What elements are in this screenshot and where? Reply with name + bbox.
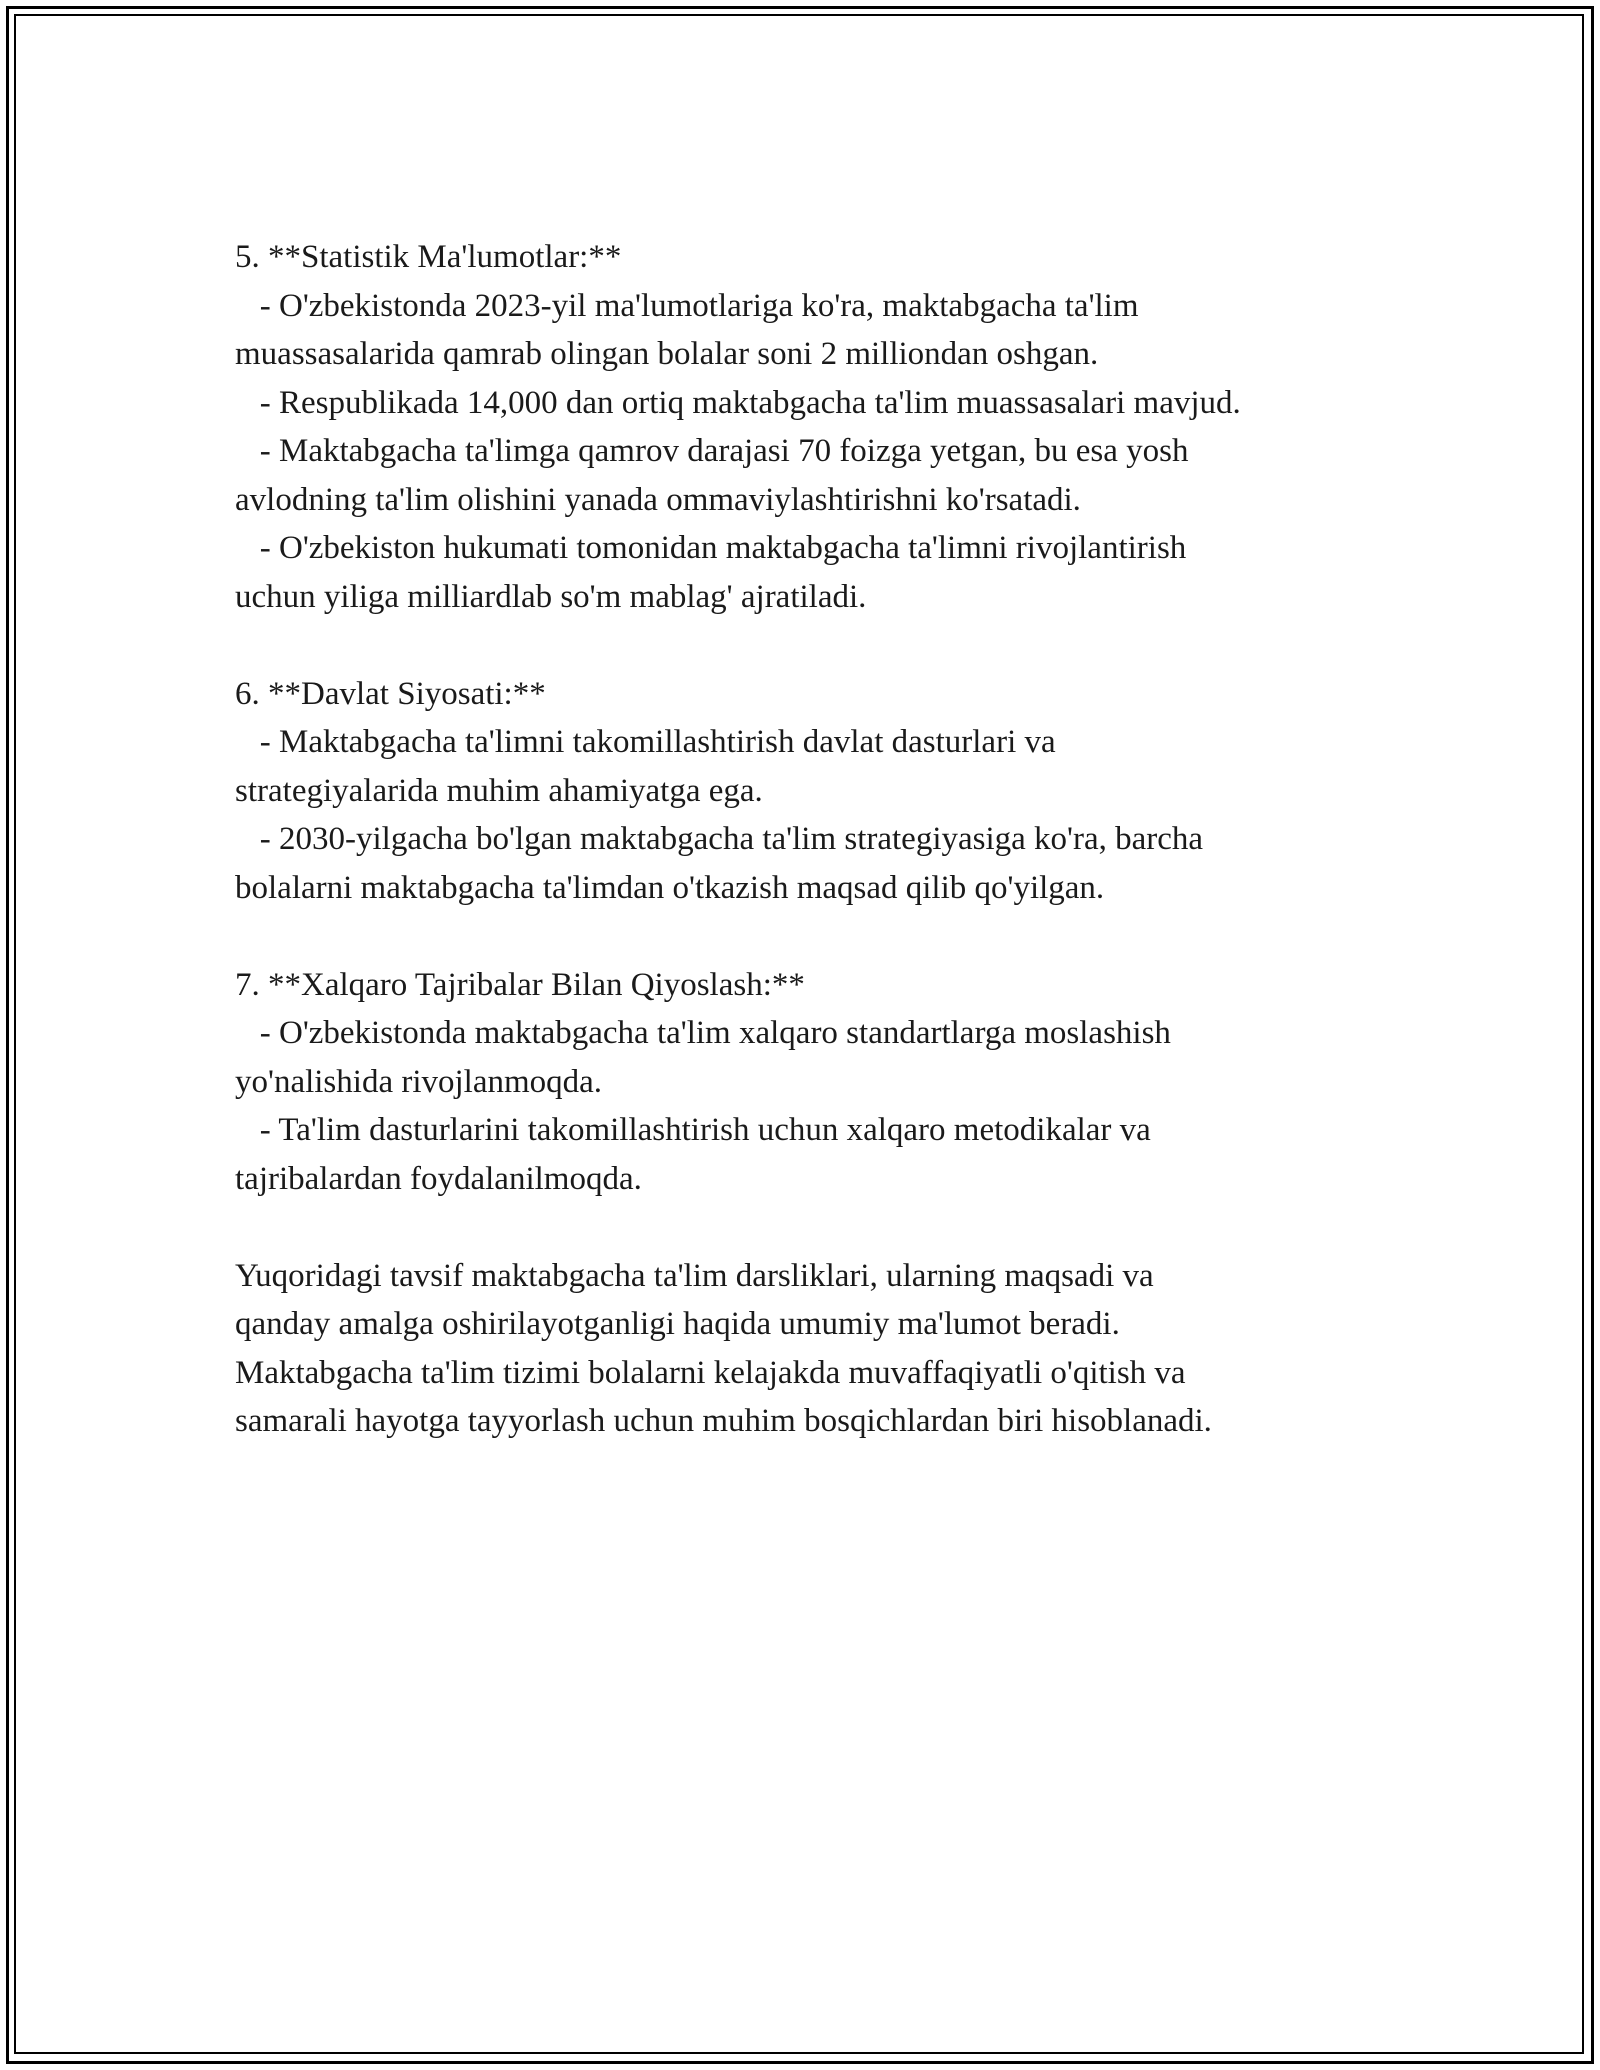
text-line: - 2030-yilgacha bo'lgan maktabgacha ta'lim strategiyasiga ko'ra, barcha [235, 821, 1204, 857]
text-line: - Maktabgacha ta'limga qamrov darajasi 70 foizga yetgan, bu esa yosh [235, 433, 1189, 469]
text-line: - Respublikada 14,000 dan ortiq maktabgacha ta'lim muassasalari mavjud. [235, 384, 1241, 421]
document-body [235, 233, 1435, 1446]
text-line: Maktabgacha ta'lim tizimi bolalarni kelajakda muvaffaqiyatli o'qitish va [235, 1354, 1186, 1391]
text-line: tajribalardan foydalanilmoqda. [235, 1160, 642, 1197]
text-line: - Maktabgacha ta'limni takomillashtirish davlat dasturlari va [235, 724, 1056, 760]
text-line: yo'nalishida rivojlanmoqda. [235, 1063, 603, 1100]
text-line: samarali hayotga tayyorlash uchun muhim bosqichlardan biri hisoblanadi. [235, 1403, 1212, 1439]
section-heading: 6. **Davlat Siyosati:** [235, 675, 546, 712]
text-line: - O'zbekiston hukumati tomonidan maktabgacha ta'limni rivojlantirish [235, 530, 1187, 566]
text-line: bolalarni maktabgacha ta'limdan o'tkazish maqsad qilib qo'yilgan. [235, 869, 1105, 906]
section-heading: 5. **Statistik Ma'lumotlar:** [235, 239, 622, 275]
text-line: uchun yiliga milliardlab so'm mablag' ajratiladi. [235, 578, 867, 615]
section-international-comparison [235, 961, 1435, 1204]
section-heading: 7. **Xalqaro Tajribalar Bilan Qiyoslash:** [235, 966, 805, 1003]
text-line: - Ta'lim dasturlarini takomillashtirish uchun xalqaro metodikalar va [235, 1112, 1151, 1148]
paragraph-gap [235, 1203, 1435, 1252]
text-line: strategiyalarida muhim ahamiyatga ega. [235, 772, 763, 809]
text-line: - O'zbekistonda maktabgacha ta'lim xalqaro standartlarga moslashish [235, 1015, 1171, 1051]
text-line: avlodning ta'lim olishini yanada ommaviylashtirishni ko'rsatadi. [235, 481, 1081, 518]
section-conclusion [235, 1252, 1435, 1446]
section-statistics [235, 233, 1435, 621]
text-line: muassasalarida qamrab olingan bolalar soni 2 milliondan oshgan. [235, 336, 1099, 372]
section-state-policy [235, 670, 1435, 913]
paragraph-gap [235, 621, 1435, 670]
text-line: qanday amalga oshirilayotganligi haqida umumiy ma'lumot beradi. [235, 1306, 1120, 1342]
text-line: - O'zbekistonda 2023-yil ma'lumotlariga ko'ra, maktabgacha ta'lim [235, 287, 1139, 324]
paragraph-gap [235, 912, 1435, 961]
text-line: Yuqoridagi tavsif maktabgacha ta'lim darsliklari, ularning maqsadi va [235, 1257, 1154, 1294]
